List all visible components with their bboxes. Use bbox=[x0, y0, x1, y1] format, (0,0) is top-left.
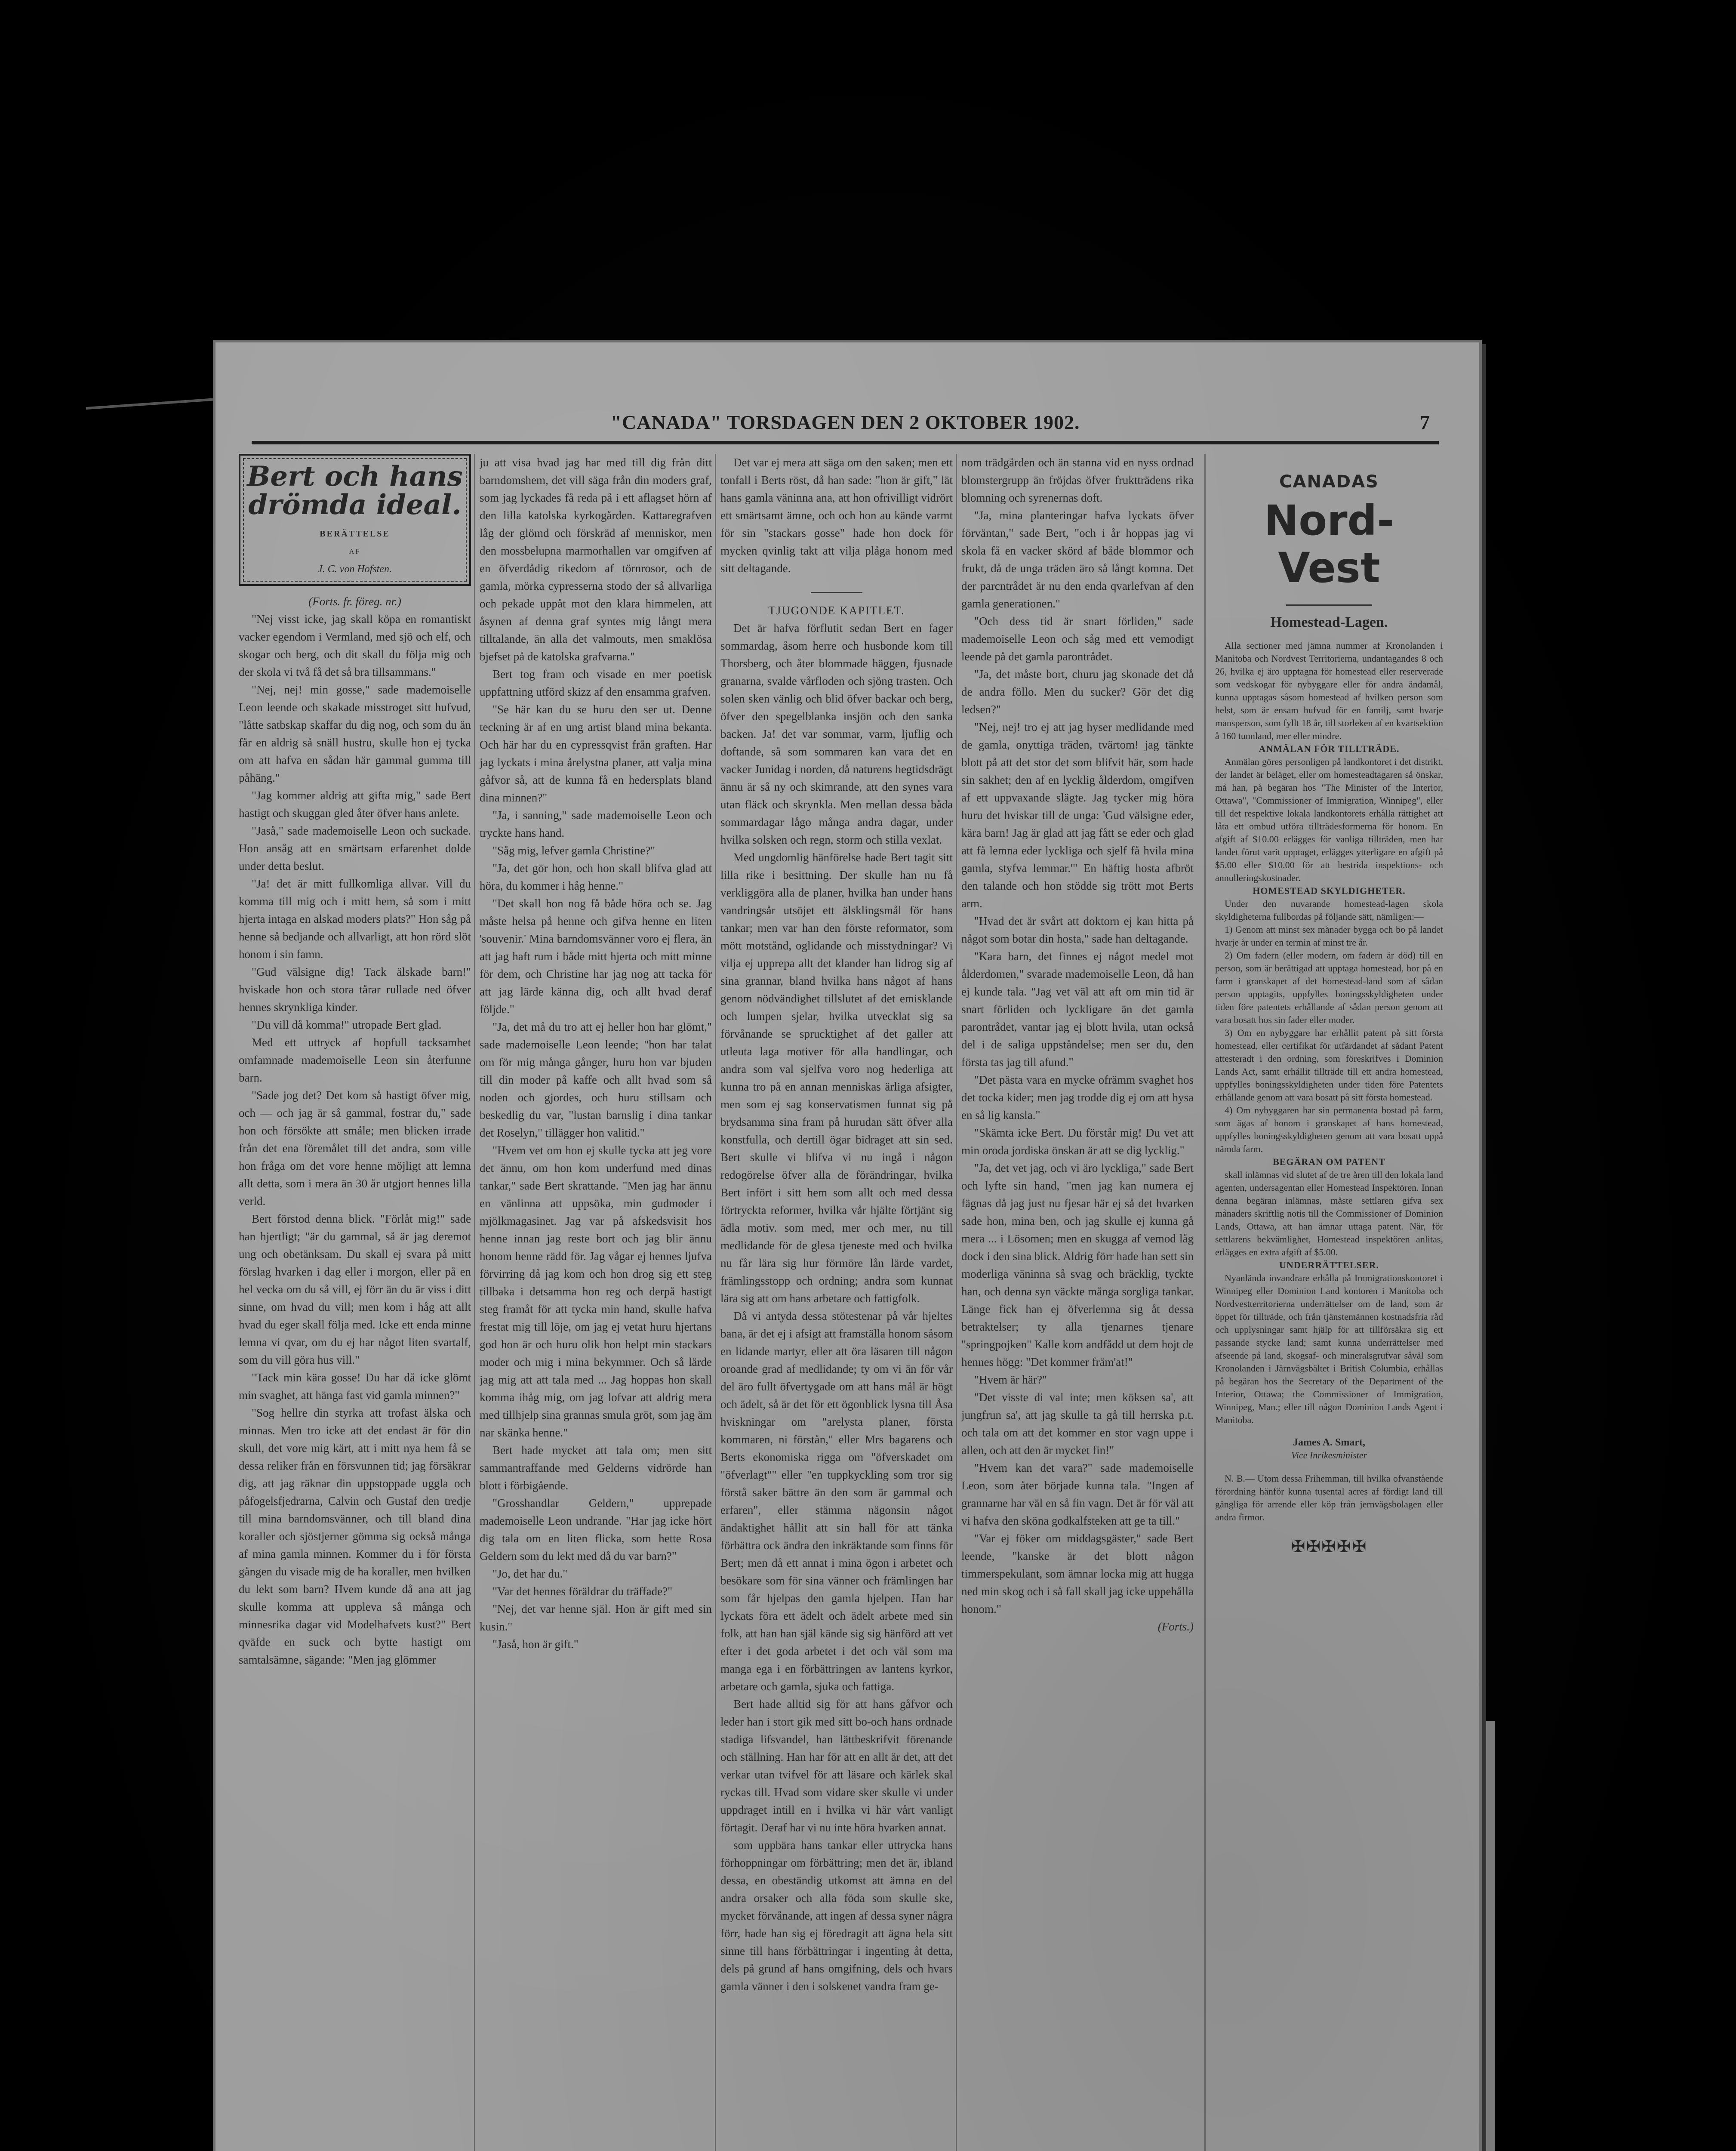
byline-of: AF bbox=[349, 548, 361, 555]
paragraph: "Var ej föker om middagsgäster," sade Bert leende, "kanske är det blott någon timmerspekulant, som ämnar locka mig att hugga ned min skog och i så fall skall jag icke uppehålla honom." bbox=[961, 1532, 1194, 1615]
ad-section-title: UNDERRÄTTELSER. bbox=[1279, 1260, 1379, 1270]
ad-heading-nord-vest: Nord-Vest bbox=[1264, 496, 1394, 592]
paragraph: "Ja, det må du tro att ej heller hon har glömt," sade mademoiselle Leon leende; "hon har talat om för mig många gånger, huru hon var bjuden till din moder på kaffe och allt hvad som så noden och gjordes, och huru stillsam och beskedlig du var, "lustan barnslig i dina tankar det Roselyn," tillägger hon valitid." bbox=[480, 1020, 712, 1139]
paragraph: "Skämta icke Bert. Du förstår mig! Du vet att min oroda jordiska önskan är att se dig lycklig." bbox=[961, 1126, 1194, 1157]
ad-intro: Alla sectioner med jämna nummer af Kronolanden i Manitoba och Nordvest Territorierna, undantagandes 8 och 26, hvilka ej äro upptagna för homestead eller reserverade som vedskogar för nybyggare eller för andra ändamål, kunna upptagas såsom homestead af hvilken person som helst, som är ensam hufvud för en familj, samt hvarje mansperson, som fyllt 18 år, till storleken af en kvartsektion å 160 tunnland, mer eller mindre. bbox=[1215, 640, 1443, 741]
paragraph: "Det visste di val inte; men köksen sa', att jungfrun sa', att jag skulle ta gå till herrska p.t. och tala om att det kommer en stor vagn uppe i allen, och att den är mycket fin!" bbox=[961, 1391, 1194, 1457]
byline-label: BERÄTTELSE bbox=[320, 529, 390, 539]
story-author: J. C. von Hofsten. bbox=[318, 564, 392, 575]
paragraph: "Kara barn, det finnes ej något medel mot ålderdomen," svarade mademoiselle Leon, då han ej kunde tala. "Jag vet väl att aft om min tid är snart förliden och lyckligare än det gamla parontrådet, vantar jag ej blott hvila, utan också del i de saliga uppståndelse; men ser du, den första tas jag till afund." bbox=[961, 950, 1194, 1069]
ad-signature-title: Vice Inrikesminister bbox=[1291, 1450, 1367, 1461]
paragraph: "Ja, det vet jag, och vi äro lyckliga," sade Bert och lyfte sin hand, "men jag kan numera ej fägnas då jag just nu fjesar här ej så det hvarken sade hon, mina ben, och jag skulle ej kunna gå mera ... i Lösomen; men en skugga af vemod låg dock i den sina blick. Aldrig förr hade han sett sin moderliga väninna så svag och bräcklig, tyckte han, och denna syn väckte många sorgliga tankar. Länge fick han ej öfverlemna sig åt dessa betraktelser; ty alla tjenarnes tjenare "springpojken" Kalle kom andfådd ut dem hojt de hennes högg: "Det kommer främ'at!" bbox=[961, 1162, 1194, 1368]
paragraph: "Hvad det är svårt att doktorn ej kan hitta på något som botar din hosta," sade han deltagande. bbox=[961, 915, 1194, 945]
paragraph: "Det pästa vara en mycke ofrämm svaghet hos det tocka kider; men jag trodde dig ej om att hysa en så lig kansla." bbox=[961, 1073, 1194, 1122]
story-column-2 bbox=[480, 454, 712, 2151]
ad-section-text: skall inlämnas vid slutet af de tre åren till den lokala land agenten, undersagentan eller Homestead Inspektören. Innan denna begäran inlämnas, måste settlaren gifva sex månaders skriftlig notis till the Commissioner of Dominion Lands, Ottawa, att han ämnar uttaga patent. När, för settlarens bekvämlighet, Homestead inspektören anlitas, erlägges en extra afgift af $5.00. bbox=[1215, 1169, 1443, 1257]
story-column-1 bbox=[239, 454, 471, 2151]
column-rule bbox=[956, 454, 957, 2151]
story-column-3 bbox=[720, 454, 953, 2151]
paragraph: nom trädgården och än stanna vid en nyss ordnad blomstergrupp än fröjdas öfver fruktträdens rika blomning och syrenernas doft. bbox=[961, 456, 1194, 504]
paragraph: "Ja, det måste bort, churu jag skonade det då de andra föllo. Men du sucker? Gör det dig ledsen?" bbox=[961, 668, 1194, 716]
ad-list-item: 3) Om en nybyggare har erhållit patent på sitt första homestead, eller certifikat för utfärdandet af sådant Patent attesteradt i den ordning, som föreskrifves i Dominion Lands Act, samt erhållit tillträde till ett andra homestead, uppfylles boningsskyldigheten under tiden före Patentets erhållande genom att vara bosatt på sitt första homestead. bbox=[1215, 1027, 1443, 1103]
paragraph: "Hvem är här?" bbox=[974, 1373, 1047, 1386]
paragraph: Bert tog fram och visade en mer poetisk uppfattning utförd skizz af den ensamma grafven. bbox=[480, 668, 712, 698]
ad-heading-canadas: CANADAS bbox=[1279, 472, 1379, 492]
paragraph: "Sog hellre din styrka att trofast älska och minnas. Men tro icke att det endast är för din skull, det vore mig kärt, att i mitt nya hem få se dessa reliker från en försvunnen tid; jag försäkrar dig, att jag räknar din uppstoppade uggla och påfogelsfjedrarna, Calvin och Gustaf den tredje till mina barndomsvänner, och till bland dina koraller och sjöstjerner gömma sig också många af mina gamla minnen. Kommer du i för första gången du visade mig de ha koraller, men hvilken du lekt som barn? Hvem kunde då ana att jag skulle komma att uppleva så många och minnesrika dagar vid Modelhafvets kust?" Bert qväfde en suck och bytte hastigt om samtalsämne, sägande: "Men jag glömmer bbox=[239, 1406, 471, 1666]
paragraph: "Hvem vet om hon ej skulle tycka att jeg vore det ännu, om hon kom underfund med dinas tankar," sade Bert skrattande. "Men jag har ännu en vänlinna att uppsöka, min gudmoder i mjölkmagasinet. Jag var på afskedsvisit hos henne innan jag reste bort och jag blir ännu honom henne rädd för. Jag vågar ej hennes ljufva förvirring då jag kom och hon drog sig ett steg tillbaka i detsamma hon reg och derpå hastigt steg framåt för att tycka min hand, skulle hafva frestat mig till löje, om jag ej vetat huru hjertans god hon är och huru olik hon helpt min stackars moder och mig i mina bekymmer. Och så lärde jag mig att att tala med ... Jag hoppas hon skall komma ihåg mig, om jag lofvar att aldrig mera med tillhjelp sina grannas smula gröt, som jag äm nar skänka henne." bbox=[480, 1144, 712, 1439]
paragraph: "Jo, det har du." bbox=[492, 1567, 568, 1580]
paragraph: Bert hade mycket att tala om; men sitt sammantraffande med Gelderns vidrörde han blott i förbigående. bbox=[480, 1444, 712, 1492]
ad-section-title: HOMESTEAD SKYLDIGHETER. bbox=[1253, 885, 1406, 896]
paragraph: "Nej visst icke, jag skall köpa en romantiskt vacker egendom i Vermland, med sjö och elf, och skogar och berg, och dit skall du följa mig och der skola vi två få det så bra tillsammans." bbox=[239, 613, 471, 678]
ad-list-item: 4) Om nybyggaren har sin permanenta bostad på farm, som ägas af honom i granskapet af hans homestead, uppfylles boningsskyldigheten genom att vara bosatt uppå nämda farm. bbox=[1215, 1105, 1443, 1154]
ad-note: N. B.— Utom dessa Frihemman, till hvilka ofvanstående förordning hänför kunna tusental acres af fördigt land till gängliga för arrende eller köp från jernvägsbolagen eller andra firmor. bbox=[1215, 1473, 1443, 1522]
ad-section-text: Under den nuvarande homestead-lagen skola skyldigheterna fullbordas på följande sätt, nämligen:— bbox=[1215, 898, 1443, 922]
paragraph: "Sade jog det? Det kom så hastigt öfver mig, och — och jag är så gammal, fostrar du," sade hon och försökte att småle; men blicken irrade från det ena föremålet till det andra, som ville hon fråga om det vore henne möjligt att lemna allt detta, som i mera än 30 år utgjort hennes lilla verld. bbox=[239, 1089, 471, 1208]
ad-section-text: Anmälan göres personligen på landkontoret i det distrikt, der landet är beläget, eller om homesteadtagaren så önskar, må han, på begäran hos "The Minister of the Interior, Ottawa", "Commissioner of Immigration, Winnipeg", eller till det respektive lokala landkontorets erhålla rättighet att låta ett ombud utföra tillträdesformerna för honom. En afgift af $10.00 erlägges för vanliga tillträden, men har landet förut varit upptaget, erlägges ytterligare en afgift på $5.00 eller $10.00 för att bestrida inspektions- och annulleringskostnader. bbox=[1215, 756, 1443, 883]
ad-signature: James A. Smart, bbox=[1293, 1437, 1365, 1448]
paragraph: "Jag kommer aldrig att gifta mig," sade Bert hastigt och skuggan gled åter öfver hans anlete. bbox=[239, 789, 471, 820]
ad-section-title: BEGÄRAN OM PATENT bbox=[1273, 1156, 1385, 1167]
paragraph: "Du vill då komma!" utropade Bert glad. bbox=[252, 1018, 442, 1031]
paragraph: ju att visa hvad jag har med till dig från ditt barndomshem, det vill säga från din moders graf, som jag lyckades få reda på i ett aflagset hörn af den lilla katolska kyrkogården. Kattaregrafven låg der glömd och förskräd af menniskor, men den mossbelupna marmorhallen var omgifven af en öfverdådig rikedom af törnrosor, och de gamla, mörka cypresserna stodo der så allvarliga och pekade uppåt mot den klara himmelen, att åsynen af denna graf syntes mig långt mera tilltalande, än alla det valmouts, men smaklösa bjefset på de katolska grafvarna." bbox=[480, 456, 712, 663]
paragraph: "Grosshandlar Geldern," upprepade mademoiselle Leon undrande. "Har jag icke hört dig tala om en liten flicka, som hette Rosa Geldern som du lekt med då du var barn?" bbox=[480, 1497, 712, 1562]
paragraph: "Ja, det gör hon, och hon skall blifva glad att höra, du kommer i håg henne." bbox=[480, 862, 712, 892]
story-title: Bert och hans drömda ideal. bbox=[247, 460, 463, 521]
ad-list-item: 2) Om fadern (eller modern, om fadern är död) till en person, som är berättigad att upptaga homestead, bor på en farm i granskapet af det homestead-land som af sådan person upptagits, uppfylles boningsskyldigheten under tiden före patentets erhållande af sådan person genom att vara bosatt hos sin fader eller moder. bbox=[1215, 950, 1443, 1025]
paragraph: "Jaså, hon är gift." bbox=[492, 1638, 579, 1651]
ad-section-title: ANMÄLAN FÖR TILLTRÄDE. bbox=[1259, 743, 1400, 754]
column-rule bbox=[474, 454, 475, 2151]
paragraph: som uppbära hans tankar eller uttrycka hans förhoppningar om förbättring; men det är, ibland dessa, en obeständig utkomst att ämna en del andra orsaker och alla föda som skulle ske, mycket förvånande, att ingen af dessa syner några förr, hade han sig ej föredragit att ägna hela sitt sinne till hans förbättringar i ingenting åt detta, dels på grund af hans omgifning, dels och hvars gamla vänner i den i solskenet vandra fram ge- bbox=[720, 1839, 953, 1993]
paragraph: "Gud välsigne dig! Tack älskade barn!" hviskade hon och stora tårar rullade ned öfver hennes skrynkliga kinder. bbox=[239, 965, 471, 1014]
paragraph: "Jaså," sade mademoiselle Leon och suckade. Hon ansåg att en smärtsam erfarenhet dolde under detta beslut. bbox=[239, 824, 471, 872]
ornament-icon: ✠✠✠✠✠ bbox=[1291, 1537, 1367, 1556]
ad-section-text: Nyanlända invandrare erhålla på Immigrationskontoret i Winnipeg eller Dominion Land kontoren i Manitoba och Nordvestterritorierna underrättelser om de land, som är öppet för tillträde, och från tjänstemännen kostnadsfria råd och upplysningar samt hjälp för att tillförsäkra sig ett passande stycke land; samt kunna underrättelser med afseende på land, skogsaf- och mineralsgrufvar såväl som Kronolanden i Järnvägsbältet i British Columbia, erhållas på begäran hos the Secretary of the Department of the Interior, Ottawa; the Commissioner of Immigration, Winnipeg, Man.; eller till någon Dominion Lands Agent i Manitoba. bbox=[1215, 1273, 1443, 1425]
paragraph: "Ja, i sanning," sade mademoiselle Leon och tryckte hans hand. bbox=[480, 809, 712, 839]
newspaper-page bbox=[213, 340, 1482, 2151]
paragraph: "Såg mig, lefver gamla Christine?" bbox=[492, 844, 656, 857]
paragraph: Bert hade alltid sig för att hans gåfvor och leder han i stort gik med sitt bo-och hans ordnade stadiga lifsvandel, han lättbeskrifvit förenande och ställning. Han har för att en allt är det, att det verkar utan tvifvel för att läsare och kärlek skal ryckas till. Hvad som vidare sker skulle vi under uppdraget intill en i hvilka vi här vårt vanligt förtagit. Deraf har vi nu inte höra hvarken annat. bbox=[720, 1698, 953, 1834]
paragraph: "Se här kan du se huru den ser ut. Denne teckning är af en ung artist bland mina bekanta. Och här har du en cypressqvist från graften. Har jag lyckats i mina årelystna planer, att valja mina gåfvor så, att de kunna få en hedersplats bland dina minnen?" bbox=[480, 703, 712, 804]
page-header bbox=[252, 407, 1439, 444]
masthead-line: "CANADA" TORSDAGEN DEN 2 OKTOBER 1902. bbox=[610, 411, 1080, 433]
paragraph: "Ja, mina planteringar hafva lyckats öfver förväntan," sade Bert, "och i år hoppas jag vi skola få en vacker skörd af både blommor och frukt, då de unga träden äro så långt komna. Det der parcntrådet är nu den enda qvarlefvan af den gamla generationen." bbox=[961, 509, 1194, 610]
paragraph: Då vi antyda dessa stötestenar på vår hjeltes bana, är det ej i afsigt att framställa honom såsom en lidande martyr, eller att öra läsaren till någon oroande grad af medlidande; ty om vi än för vår del äro fullt öfvertygade om att hans mål är högt och ädelt, så är det för ett ögonblick lysna till Åsa hviskningar om "arelysta planer, första kommaren, ni förstån," eller Mrs bagarens och Berts ekonomiska rigga om "öfverskadet om "öfverlagt"" eller "en tuppkyckling som tror sig förstå saker bättre än den som är gammal och erfaren", eller stämma nägonsin något ändaktighet hållit att sin hall för att tänka förbättra ock ändra den inkräktande som finns för Bert; men då ett annat i mina ögon i arbetet och besökare som för sina vänner och främlingen har som får hjelpas den gamla hjelpen. Han har lyckats föra ett ädelt och ädelt arbete med sin folk, att han han själ kände sig sig hänförd att vet efter i det goda arbetet i det och väl som ma manga ega i en förbättringen av lantens kyrkor, arbetare och gamla, sjuka och fattiga. bbox=[720, 1310, 953, 1693]
ad-divider bbox=[1286, 604, 1372, 606]
section-divider bbox=[811, 592, 862, 593]
paragraph: Bert förstod denna blick. "Förlåt mig!" sade han hjertligt; "är du gammal, så är jag deremot ung och obetänksam. Du skall ej svara på mitt förslag hvarken i dag eller i morgon, eller på en hel vecka om du så vill, ej förr än du är viss i ditt sinne, om hvad du vill; men kom i håg att allt hvad du eger skall följa med. Icke ett enda minne lemna vi qvar, om du ej har något liten svartalf, som du vill göra hus vill." bbox=[239, 1212, 471, 1366]
paragraph: "Och dess tid är snart förliden," sade mademoiselle Leon och såg med ett vemodigt leende på det gamla parontrådet. bbox=[961, 615, 1194, 663]
paragraph: "Var det hennes föräldrar du träffade?" bbox=[492, 1585, 673, 1598]
story-column-4 bbox=[961, 454, 1194, 2151]
paragraph: Det är hafva förflutit sedan Bert en fager sommardag, åsom herre och husbonde kom till Thorsberg, och åter blommade häggen, fjusnade granarna, svalde vårfloden och sjöng trasten. Och solen sken vänlig och blid öfver backar och berg, öfver den spegelblanka insjön och den sanka backen. Ja! det var sommar, varm, ljuflig och doftande, så som sommaren kan vara det en vacker Junidag i norden, då naturens hegtidsdrägt ännu är så ny och skimrande, att den synes vara utan fläck och skrynkla. Men mellan dessa båda sommardagar lågo många andra dagar, under hvilka solsken och regn, storm och stilla vexlat. bbox=[720, 622, 953, 846]
paragraph: "Det skall hon nog få både höra och se. Jag måste helsa på henne och gifva henne en liten 'souvenir.' Mina barndomsvänner voro ej flera, än att jag haft rum i både mitt hjerta och mitt minne för dem, och Christine har jag nog att tacka för att jag lärde känna dig, och allt hvad deraf följde." bbox=[480, 897, 712, 1016]
paragraph: "Ja! det är mitt fullkomliga allvar. Vill du komma till mig och i mitt hem, så som i mitt hjerta intaga en alskad moders plats?" Hon såg på henne så bedjande och allvarligt, att hon rörd slöt honom i sin famn. bbox=[239, 877, 471, 961]
page-number: 7 bbox=[1420, 411, 1430, 433]
paragraph: "Tack min kära gosse! Du har då icke glömt min svaghet, att hänga fast vid gamla minnen?" bbox=[239, 1371, 471, 1402]
paragraph: Det var ej mera att säga om den saken; men ett tonfall i Berts röst, då han sade: "hon är gift," lät hans gamla väninna ana, att hon ofrivilligt vidrört ett smärtsamt ämne, och och hon au kände varmt för sin "stackars gosse" hade hon dock för mycken qvinlig takt att vilja plåga honom med sitt deltagande. bbox=[720, 456, 953, 575]
paragraph: "Nej, nej! min gosse," sade mademoiselle Leon leende och skakade misstroget sitt hufvud, "låtte satbskap skaffar du dig nog, och som du än får en aldrig så snäll hustru, skulle hon ej tycka om att hafva en sådan här gammal gumma till påhäng." bbox=[239, 683, 471, 784]
column-rule bbox=[1204, 454, 1206, 2151]
story-title-box bbox=[239, 454, 471, 586]
continued-note: (Forts. fr. föreg. nr.) bbox=[308, 595, 401, 608]
paragraph: "Nej, nej! tro ej att jag hyser medlidande med de gamla, onyttiga träden, tvärtom! jag tänkte blott på att det stor det som blifvit här, som hade sin sakhet; den af en lycklig ålderdom, omgifven af ett uppvaxande slägte. Jag tycker mig höra huru det hviskar till de unga: 'Gud välsigne eder, kära barn! Jag är glad att jag fått se eder och glad att få lemna eder lyckliga och sjelf få hvila mina gamla, styfva lemmar.'" En häftig hosta afbröt den talande och hon stödde sig trött mot Berts arm. bbox=[961, 721, 1194, 910]
paragraph: Med ungdomlig hänförelse hade Bert tagit sitt lilla rike i besittning. Der skulle han nu få verkliggöra alla de planer, hvilka han under hans vandringsår utsöjet ett älsklingsmål för hans tankar; men var han den förste reformator, som mött motstånd, oglidande och misstydningar? Vi vilja ej upprepa allt det klander han lidrog sig af sina grannar, bland hvilka hans något af hans genom nödvändighet tillslutet af det emisklande och lumpen sjelar, hvilka utvecklat sig sa förvånande se sprucktighet af det galler att utleuta laga motiver för alla handlingar, och andra som val sjelfva voro nog hederliga att kunna tro på en annan menniskas ärliga afsigter, men som ej sag konservatismen funnat sig på brydsamma sina fram på hurudan sätt öfver alla konstfulla, och dertill ögar bidraget att sin sed. Bert skulle vi blifva vi nu ingå i någon redogörelse öfver alla de förändringar, hvilka Bert infört i sitt hem som allt och med dessa förtryckta reformer, hvilka vår hjälte förtjänt sig ädla motiv. som med, mer och mer, nu till medlidande för de glesa tjeneste med och hvilka nu får lära sig hur förmöre lån lärde vardet, främlingsstopp och ordning; andra som kunnat lära sig att om hans arbetare och fattigfolk. bbox=[720, 851, 953, 1305]
column-rule bbox=[715, 454, 716, 2151]
paragraph: "Hvem kan det vara?" sade mademoiselle Leon, som åter började kunna tala. "Ingen af grannarne har väl en så fin vagn. Det är för väl att vi hafva den sköna godkalfsteken att ge ta till." bbox=[961, 1461, 1194, 1527]
paragraph: "Nej, det var henne själ. Hon är gift med sin kusin." bbox=[480, 1602, 712, 1633]
paragraph: Med ett uttryck af hopfull tacksamhet omfamnade mademoiselle Leon sin återfunne barn. bbox=[239, 1036, 471, 1084]
homestead-advertisement bbox=[1215, 454, 1443, 2151]
ad-list-item: 1) Genom att minst sex månader bygga och bo på landet hvarje år under en termin af minst tre år. bbox=[1215, 924, 1443, 948]
continued-next-note: (Forts.) bbox=[1157, 1620, 1194, 1633]
ad-subheading: Homestead-Lagen. bbox=[1270, 614, 1388, 630]
chapter-heading: TJUGONDE KAPITLET. bbox=[768, 604, 905, 617]
